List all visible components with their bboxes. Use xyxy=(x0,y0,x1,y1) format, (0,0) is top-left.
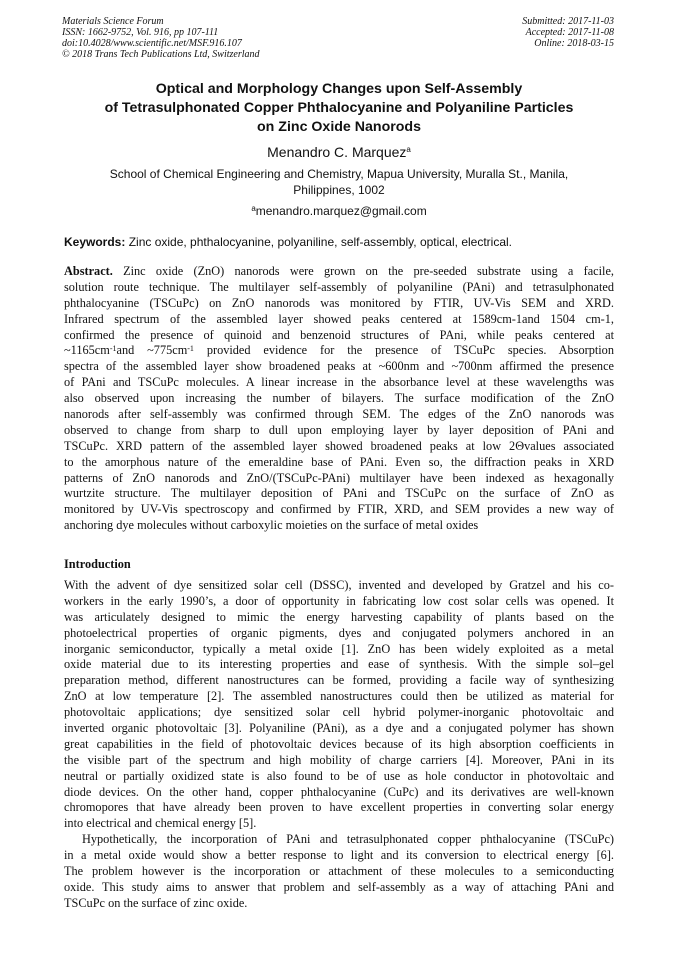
journal-name: Materials Science Forum xyxy=(62,16,164,27)
intro-line: inverted organic photovoltaic [3]. Polyaniline (PAni), as a dye and a conjugated polymer has shown xyxy=(64,721,614,736)
journal-issn: ISSN: 1662-9752, Vol. 916, pp 107-111 xyxy=(62,27,219,38)
accepted-date: Accepted: 2017-11-08 xyxy=(525,27,614,38)
abstract-line: phthalocyanine (TSCuPc) on ZnO nanorods was monitored by FTIR, UV-Vis SEM and XRD. xyxy=(64,295,614,310)
intro-line: oxide material due to its interesting properties and ease of synthesis. With the simple sol–gel xyxy=(64,657,614,672)
abstract-line: monitored by UV-Vis spectroscopy and confirmed by FTIR, XRD, and SEM provides a new way of xyxy=(64,502,614,517)
keywords-label: Keywords: xyxy=(64,235,126,249)
email-address[interactable]: menandro.marquez@gmail.com xyxy=(255,204,427,218)
title-line: Optical and Morphology Changes upon Self-Assembly xyxy=(155,81,523,97)
author-affiliation-mark: a xyxy=(406,145,411,154)
paper-title xyxy=(40,80,638,137)
title-line: of Tetrasulphonated Copper Phthalocyanine and Polyaniline Particles xyxy=(104,100,574,116)
abstract-line: confirmed the presence of quinoid and benzenoid structures of PAni, while peaks centered at xyxy=(64,327,614,342)
intro-line: neutral or partially oxidized state is also found to be of use as hole conductor in photovoltaic and xyxy=(64,768,614,783)
introduction-paragraph-2 xyxy=(64,832,614,911)
intro-line: chromopores that have already been proven to have excellent properties in converting solar energy xyxy=(64,800,614,815)
intro-line: diode devices. On the other hand, copper phthalocyanine (CuPc) and its derivatives are well-known xyxy=(64,784,614,799)
author-name xyxy=(0,143,678,161)
online-date: Online: 2018-03-15 xyxy=(534,38,614,49)
title-line: on Zinc Oxide Nanorods xyxy=(257,119,421,135)
abstract xyxy=(64,264,614,534)
abstract-line: to the amorphous nature of the emeraldine base of PAni. Even so, the diffraction peaks in XRD xyxy=(64,454,614,469)
intro-line: in a metal oxide would show a better response to light and its conversion to electrical energy [6]. xyxy=(64,848,614,863)
journal-copyright: © 2018 Trans Tech Publications Ltd, Switzerland xyxy=(62,49,260,60)
author-name-text: Menandro C. Marquez xyxy=(267,144,407,160)
intro-line: was articulately designed to mimic the energy harvesting capability of plants based on the xyxy=(64,609,614,624)
intro-line: the visible part of the spectrum and high mobility of charge carriers [4]. Moreover, PAni in its xyxy=(64,752,614,767)
intro-line: inorganic semiconductor, typically a metal oxide [1]. ZnO has been widely exploited as a metal xyxy=(64,641,614,656)
intro-line: ZnO at low temperature [2]. The assembled nanostructures could then be utilized as material for xyxy=(64,689,614,704)
abstract-line: solution route technique. The multilayer self-assembly of polyaniline (PAni) and tetrasulphonated xyxy=(64,279,614,294)
abstract-label: Abstract. xyxy=(64,264,113,278)
abstract-line: observed to change from sharp to dull upon employing layer by layer deposition of PAni and xyxy=(64,422,614,437)
abstract-line: also observed upon increasing the number of bilayers. The surface modification of the ZnO xyxy=(64,391,614,406)
intro-line: preparation method, different nanostructures can be formed, providing a facile way of synthesizing xyxy=(64,673,614,688)
submitted-date: Submitted: 2017-11-03 xyxy=(522,16,614,27)
affiliation-line: Philippines, 1002 xyxy=(293,183,385,197)
author-email xyxy=(0,203,678,219)
abstract-line: TSCuPc. XRD pattern of the assembled layer showed broadened peaks at low 2Θvalues associated xyxy=(64,438,614,453)
abstract-line: spectra of the assembled layer show broadened peaks at ~600nm and ~700nm affirmed the presence xyxy=(64,359,614,374)
introduction-body xyxy=(64,578,614,912)
abstract-line: anchoring dye molecules without carboxylic moieties on the surface of metal oxides xyxy=(64,518,479,533)
dates-header xyxy=(522,16,614,49)
intro-line: photoelectrical properties of organic pigments, dyes and conjugated polymers anchored in an xyxy=(64,625,614,640)
introduction-heading: Introduction xyxy=(64,557,131,571)
abstract-line: Abstract. Zinc oxide (ZnO) nanorods were grown on the pre-seeded substrate using a facile, xyxy=(64,264,614,278)
intro-line: photovoltaic applications; dye sensitized solar cell hybrid polymer-inorganic photovoltaic and xyxy=(64,705,614,720)
intro-line: With the advent of dye sensitized solar cell (DSSC), invented and developed by Gratzel and his co- xyxy=(64,578,614,592)
journal-doi[interactable]: doi:10.4028/www.scientific.net/MSF.916.107 xyxy=(62,38,242,49)
intro-line: Hypothetically, the incorporation of PAni and tetrasulphonated copper phthalocyanine (TSCuPc) xyxy=(82,832,614,847)
affiliation xyxy=(80,166,598,198)
abstract-line: wurtzite structure. The multilayer deposition of PAni and TSCuPc on the surface of ZnO as xyxy=(64,486,614,501)
abstract-line: patterns of ZnO nanorods and ZnO/(TSCuPc-PAni) multilayer have been indexed as hexagonally xyxy=(64,470,614,485)
abstract-line: of PAni and TSCuPc molecules. A linear increase in the absorbance level at these wavelengths was xyxy=(64,375,614,390)
keywords-text: Zinc oxide, phthalocyanine, polyaniline, self-assembly, optical, electrical. xyxy=(125,235,512,249)
intro-line: The problem however is the incorporation or attachment of these molecules to a semiconducting xyxy=(64,864,614,879)
intro-line: into electrical and chemical energy [5]. xyxy=(64,816,257,831)
affiliation-line: School of Chemical Engineering and Chemistry, Mapua University, Muralla St., Manila, xyxy=(109,167,569,181)
intro-line: great capabilities in the field of photovoltaic devices because of its high absorption coefficients in xyxy=(64,736,614,751)
keywords xyxy=(64,235,512,250)
intro-line: TSCuPc on the surface of zinc oxide. xyxy=(64,895,248,910)
abstract-line: Infrared spectrum of the assembled layer showed peaks centered at 1589cm-1and 1504 cm-1, xyxy=(64,311,614,326)
email-affiliation-mark: a xyxy=(251,204,256,213)
journal-header xyxy=(62,16,260,60)
abstract-line: nanorods after self-assembly was confirmed through SEM. The edges of the ZnO nanorods was xyxy=(64,407,614,422)
intro-line: workers in the early 1990’s, a door of opportunity in fabricating low cost solar cells was opened. It xyxy=(64,593,614,608)
abstract-line: $\sim 1165cm^{-1}and$ $\sim 775cm^{-1}$ provided evidence for the presence of TSCuPc species. Absorption xyxy=(64,343,614,358)
intro-line: oxide. This study aims to answer that problem and self-assembly as a way of attaching PAni and xyxy=(64,879,614,894)
introduction-paragraph-1 xyxy=(64,578,614,832)
